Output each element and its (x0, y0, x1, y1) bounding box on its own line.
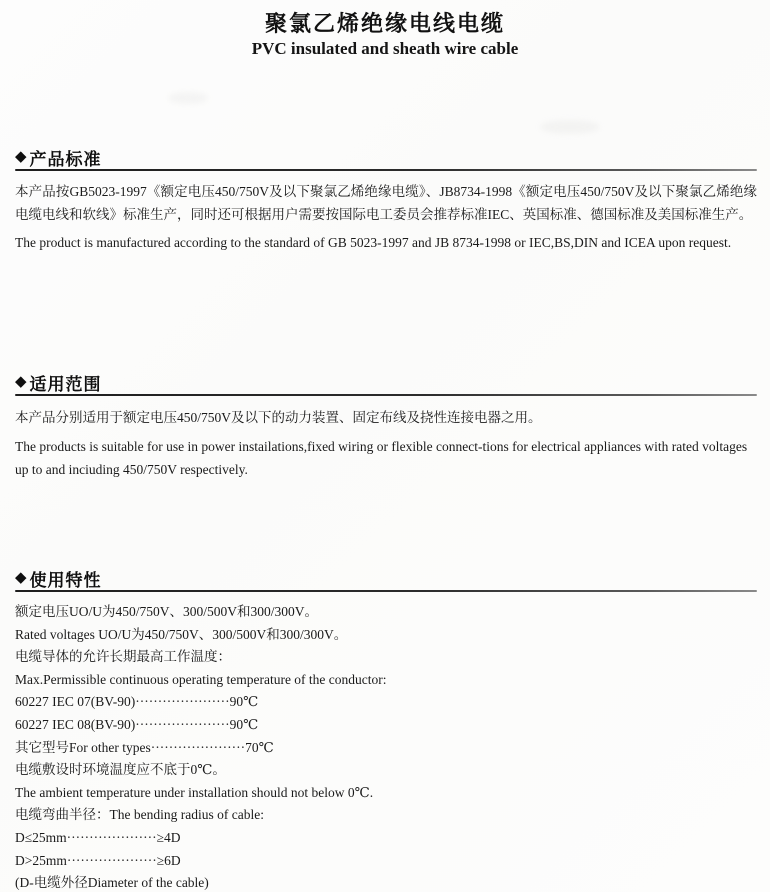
section-product-standard-body (15, 180, 757, 254)
section-application-scope-body (15, 406, 757, 481)
feature-line: D≤25mm····················≥4D (15, 829, 181, 845)
feature-line: (D-电缆外径Diameter of the cable) (15, 875, 209, 891)
section-heading (15, 145, 757, 170)
paragraph-chinese: 本产品按GB5023-1997《额定电压450/750V及以下聚氯乙烯绝缘电缆》、JB8734-1998《额定电压450/750V及以下聚氯乙烯绝缘电缆电线和软线》标准生产，同时还可根据用户需要按国际电工委员会推荐标准IEC、英国标准、德国标准及美国标准生产。 (15, 184, 757, 222)
section-heading (15, 566, 757, 591)
section-usage-characteristics (15, 566, 757, 591)
section-heading-label: 使用特性 (29, 571, 102, 590)
section-application-scope (15, 370, 757, 395)
feature-line: 额定电压UO/U为450/750V、300/500V和300/300V。 (15, 604, 318, 619)
section-heading-label: 适用范围 (29, 375, 102, 394)
feature-line: 60227 IEC 08(BV-90)·····················90℃ (15, 716, 259, 732)
feature-line: 电缆弯曲半径：The bending radius of cable: (15, 807, 264, 823)
feature-line: 电缆敷设时环境温度应不底于0℃。 (15, 762, 226, 778)
feature-line: Rated voltages UO/U为450/750V、300/500V和300/300V。 (15, 626, 348, 642)
feature-line: 60227 IEC 07(BV-90)·····················90℃ (15, 694, 259, 710)
feature-line: The ambient temperature under installation should not below 0℃. (15, 784, 374, 800)
feature-line: 其它型号For other types·····················70℃ (15, 739, 274, 755)
feature-line: 电缆导体的允许长期最高工作温度： (15, 649, 231, 665)
section-divider (15, 169, 757, 171)
section-usage-characteristics-body (15, 601, 757, 895)
paragraph-english: The products is suitable for use in power instailations,fixed wiring or flexible connect-tions for electrical appliances with rated voltages up to and inciuding 450/750V respectively. (15, 439, 748, 477)
scan-smudge (168, 92, 208, 104)
feature-line: Max.Permissible continuous operating temperature of the conductor: (15, 671, 387, 687)
scan-smudge (540, 120, 600, 134)
paragraph-chinese: 本产品分别适用于额定电压450/750V及以下的动力装置、固定布线及挠性连接电器之用。 (15, 410, 542, 425)
diamond-bullet-icon: ◆ (15, 374, 28, 390)
page-title-chinese: 聚氯乙烯绝缘电线电缆 (264, 11, 505, 36)
page-title-english: PVC insulated and sheath wire cable (251, 39, 519, 58)
section-heading-label: 产品标准 (29, 150, 102, 169)
diamond-bullet-icon: ◆ (15, 149, 28, 165)
diamond-bullet-icon: ◆ (15, 570, 28, 586)
paragraph-english: The product is manufactured according to the standard of GB 5023-1997 and JB 8734-1998 or IEC,BS,DIN and ICEA upon request. (15, 235, 732, 250)
feature-line: D>25mm····················≥6D (15, 852, 181, 868)
section-product-standard (15, 145, 757, 170)
section-divider (15, 394, 757, 396)
section-divider (15, 590, 757, 592)
section-heading (15, 370, 757, 395)
